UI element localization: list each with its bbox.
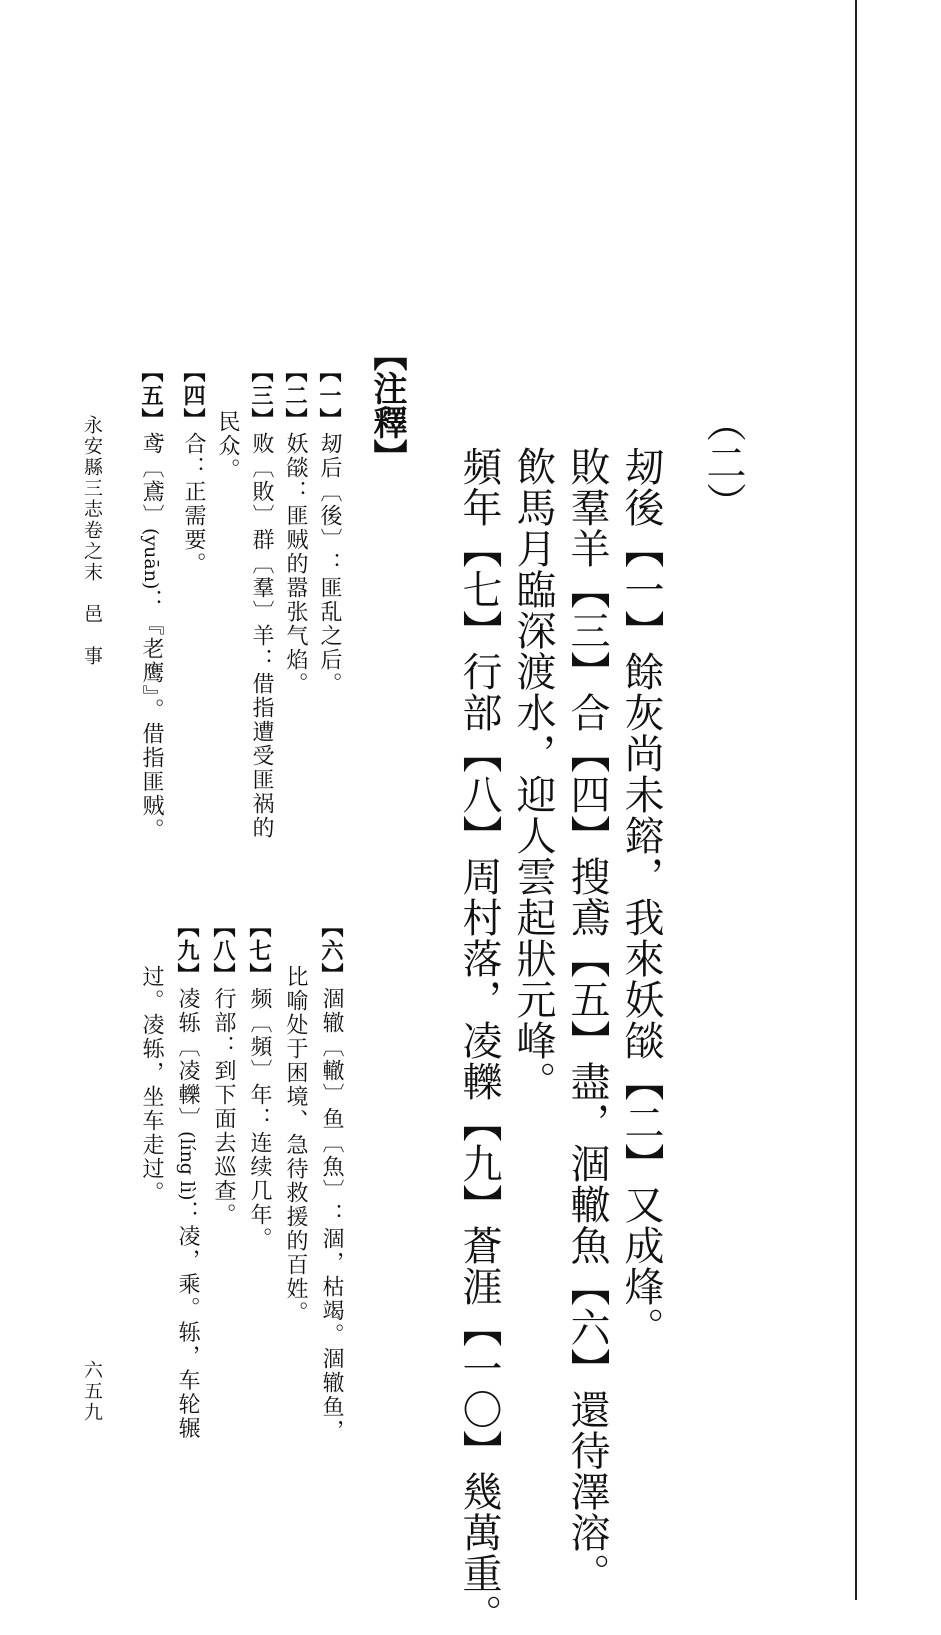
note-4 <box>182 360 204 576</box>
poem-line-2: 敗羣羊【三】合【四】搜鳶【五】盡，涸轍魚【六】還待澤溶。 <box>564 446 610 1594</box>
note-number: 【四】 <box>180 360 206 432</box>
note-number: 【九】 <box>174 915 200 987</box>
note-9 <box>176 915 198 1441</box>
note-2 <box>284 360 306 696</box>
poem-number: （二） <box>700 402 746 522</box>
note-6 <box>320 915 342 1443</box>
note-9-continued: 过。凌轹，坐车走过。 <box>139 965 164 1205</box>
note-1 <box>318 360 340 696</box>
note-6-continued: 比喻处于困境、急待救援的百姓。 <box>283 965 308 1325</box>
note-7 <box>248 915 270 1251</box>
note-text: 败〔敗〕群〔羣〕羊：借指遭受匪祸的 <box>249 432 274 840</box>
note-text: 刼后〔後〕：匪乱之后。 <box>317 432 342 696</box>
note-8 <box>212 915 234 1227</box>
note-number: 【二】 <box>282 360 308 432</box>
note-3 <box>250 360 272 840</box>
note-text: 涸辙〔轍〕鱼〔魚〕：涸，枯竭。涸辙鱼， <box>319 987 344 1443</box>
note-text: 凌轹〔凌轢〕 <box>175 987 200 1131</box>
notes-heading: 【注釋】 <box>367 337 407 473</box>
page-number: 六五九 <box>81 1360 103 1423</box>
note-number: 【五】 <box>138 360 164 432</box>
note-number: 【六】 <box>318 915 344 987</box>
note-5 <box>140 360 162 842</box>
running-title: 永安縣三志卷之末 邑 事 <box>81 415 103 667</box>
poem-line-4: 頻年【七】行部【八】周村落，凌轢【九】蒼涯【一〇】幾萬重。 <box>456 446 502 1635</box>
note-romanization: (líng lì) <box>176 1131 198 1201</box>
note-number: 【三】 <box>248 360 274 432</box>
page-edge-line <box>855 0 857 1600</box>
note-number: 【一】 <box>316 360 342 432</box>
note-number: 【八】 <box>210 915 236 987</box>
poem-line-1: 刼後【一】餘灰尚未鎔，我來妖燄【二】又成烽。 <box>618 446 664 1348</box>
note-romanization: (yuān) <box>140 528 162 590</box>
note-text: 频〔頻〕年：连续几年。 <box>247 987 272 1251</box>
poem-line-3: 飲馬月臨深渡水，迎人雲起狀元峰。 <box>510 446 556 1102</box>
note-text: ：『老鹰』。借指匪贼。 <box>139 589 164 843</box>
note-3-continued: 民众。 <box>215 410 240 482</box>
note-text: 妖燄：匪贼的嚣张气焰。 <box>283 432 308 696</box>
note-text: 行部：到下面去巡查。 <box>211 987 236 1227</box>
note-text: 合：正需要。 <box>181 432 206 576</box>
note-text: ：凌，乘。轹，车轮辗 <box>175 1200 200 1441</box>
note-text: 鸢〔鳶〕 <box>139 432 164 528</box>
note-number: 【七】 <box>246 915 272 987</box>
